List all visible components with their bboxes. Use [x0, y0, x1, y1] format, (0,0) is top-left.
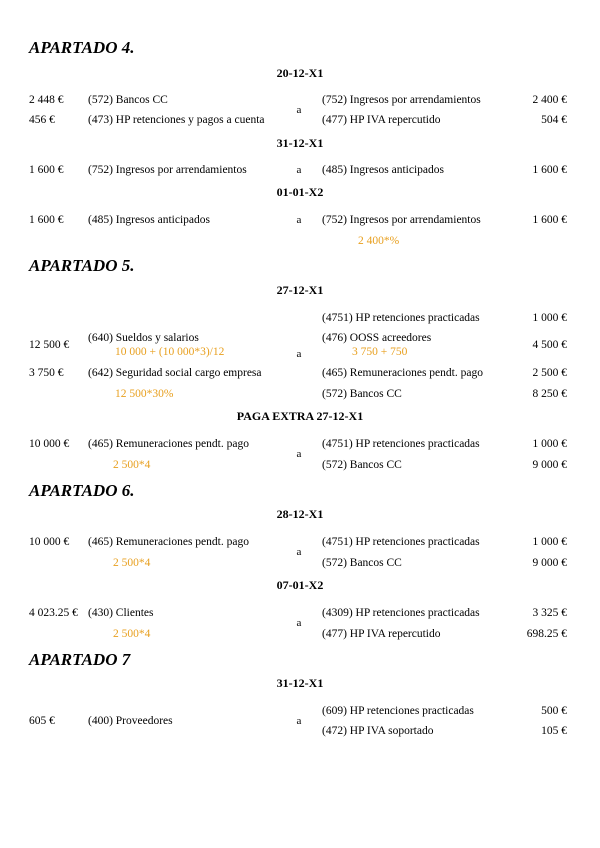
section-title: APARTADO 7 [29, 650, 131, 669]
connector: a [296, 617, 302, 629]
debit-account: (485) Ingresos anticipados [88, 214, 210, 226]
entry-date: 27-12-X1 [276, 283, 324, 297]
connector: a [296, 164, 302, 176]
entry-date: 20-12-X1 [276, 66, 324, 80]
debit-account: (572) Bancos CC [88, 94, 168, 106]
debit-account: (752) Ingresos por arrendamientos [88, 164, 247, 176]
entry-date: 31-12-X1 [276, 136, 324, 150]
credit-account: (572) Bancos CC [322, 557, 402, 569]
connector: a [296, 448, 302, 460]
calculation-note: 3 750 + 750 [352, 346, 408, 358]
calculation-note: 12 500*30% [115, 388, 174, 400]
calculation-note: 10 000 + (10 000*3)/12 [115, 346, 225, 358]
debit-amount: 10 000 € [29, 438, 70, 450]
entry-date: 01-01-X2 [276, 185, 324, 199]
debit-account: (465) Remuneraciones pendt. pago [88, 438, 249, 450]
connector: a [296, 546, 302, 558]
debit-amount: 4 023.25 € [29, 607, 78, 619]
section-title: APARTADO 4. [29, 38, 135, 57]
entry-date: 28-12-X1 [276, 507, 324, 521]
calculation-note: 2 400*% [358, 235, 400, 247]
calculation-note: 2 500*4 [113, 459, 151, 471]
connector: a [296, 715, 302, 727]
credit-account: (609) HP retenciones practicadas [322, 705, 474, 717]
debit-amount: 10 000 € [29, 536, 70, 548]
credit-amount: 1 600 € [532, 214, 567, 226]
calculation-note: 2 500*4 [113, 557, 151, 569]
debit-account: (430) Clientes [88, 607, 154, 619]
debit-account: (473) HP retenciones y pagos a cuenta [88, 114, 265, 126]
debit-account: (400) Proveedores [88, 715, 173, 727]
debit-amount: 2 448 € [29, 94, 64, 106]
credit-account: (4751) HP retenciones practicadas [322, 536, 480, 548]
entry-date: 07-01-X2 [276, 578, 324, 592]
credit-account: (485) Ingresos anticipados [322, 164, 444, 176]
credit-account: (572) Bancos CC [322, 459, 402, 471]
credit-account: (477) HP IVA repercutido [322, 628, 441, 640]
credit-amount: 8 250 € [532, 388, 567, 400]
credit-account: (476) OOSS acreedores [322, 332, 432, 344]
credit-amount: 3 325 € [532, 607, 567, 619]
credit-account: (752) Ingresos por arrendamientos [322, 94, 481, 106]
credit-amount: 4 500 € [532, 339, 567, 351]
debit-account: (640) Sueldos y salarios [88, 332, 199, 344]
entry-date: 31-12-X1 [276, 676, 324, 690]
debit-amount: 12 500 € [29, 339, 70, 351]
entry-date: PAGA EXTRA 27-12-X1 [236, 409, 364, 423]
debit-amount: 1 600 € [29, 164, 64, 176]
credit-amount: 9 000 € [532, 557, 567, 569]
connector: a [296, 104, 302, 116]
debit-account: (465) Remuneraciones pendt. pago [88, 536, 249, 548]
credit-amount: 1 000 € [532, 312, 567, 324]
credit-account: (4751) HP retenciones practicadas [322, 312, 480, 324]
debit-amount: 605 € [29, 715, 55, 727]
credit-amount: 698.25 € [526, 628, 567, 640]
credit-amount: 9 000 € [532, 459, 567, 471]
credit-account: (752) Ingresos por arrendamientos [322, 214, 481, 226]
credit-account: (477) HP IVA repercutido [322, 114, 441, 126]
credit-account: (472) HP IVA soportado [322, 725, 434, 737]
credit-account: (572) Bancos CC [322, 388, 402, 400]
credit-amount: 2 400 € [532, 94, 567, 106]
credit-account: (4751) HP retenciones practicadas [322, 438, 480, 450]
credit-account: (465) Remuneraciones pendt. pago [322, 367, 483, 379]
credit-amount: 504 € [541, 114, 567, 126]
credit-amount: 1 000 € [532, 536, 567, 548]
credit-account: (4309) HP retenciones practicadas [322, 607, 480, 619]
connector: a [296, 348, 302, 360]
calculation-note: 2 500*4 [113, 628, 151, 640]
debit-amount: 3 750 € [29, 367, 64, 379]
credit-amount: 2 500 € [532, 367, 567, 379]
section-title: APARTADO 5. [29, 256, 135, 275]
credit-amount: 105 € [541, 725, 567, 737]
debit-amount: 1 600 € [29, 214, 64, 226]
credit-amount: 1 600 € [532, 164, 567, 176]
section-title: APARTADO 6. [29, 481, 135, 500]
debit-amount: 456 € [29, 114, 55, 126]
debit-account: (642) Seguridad social cargo empresa [88, 367, 262, 379]
connector: a [296, 214, 302, 226]
credit-amount: 500 € [541, 705, 567, 717]
credit-amount: 1 000 € [532, 438, 567, 450]
